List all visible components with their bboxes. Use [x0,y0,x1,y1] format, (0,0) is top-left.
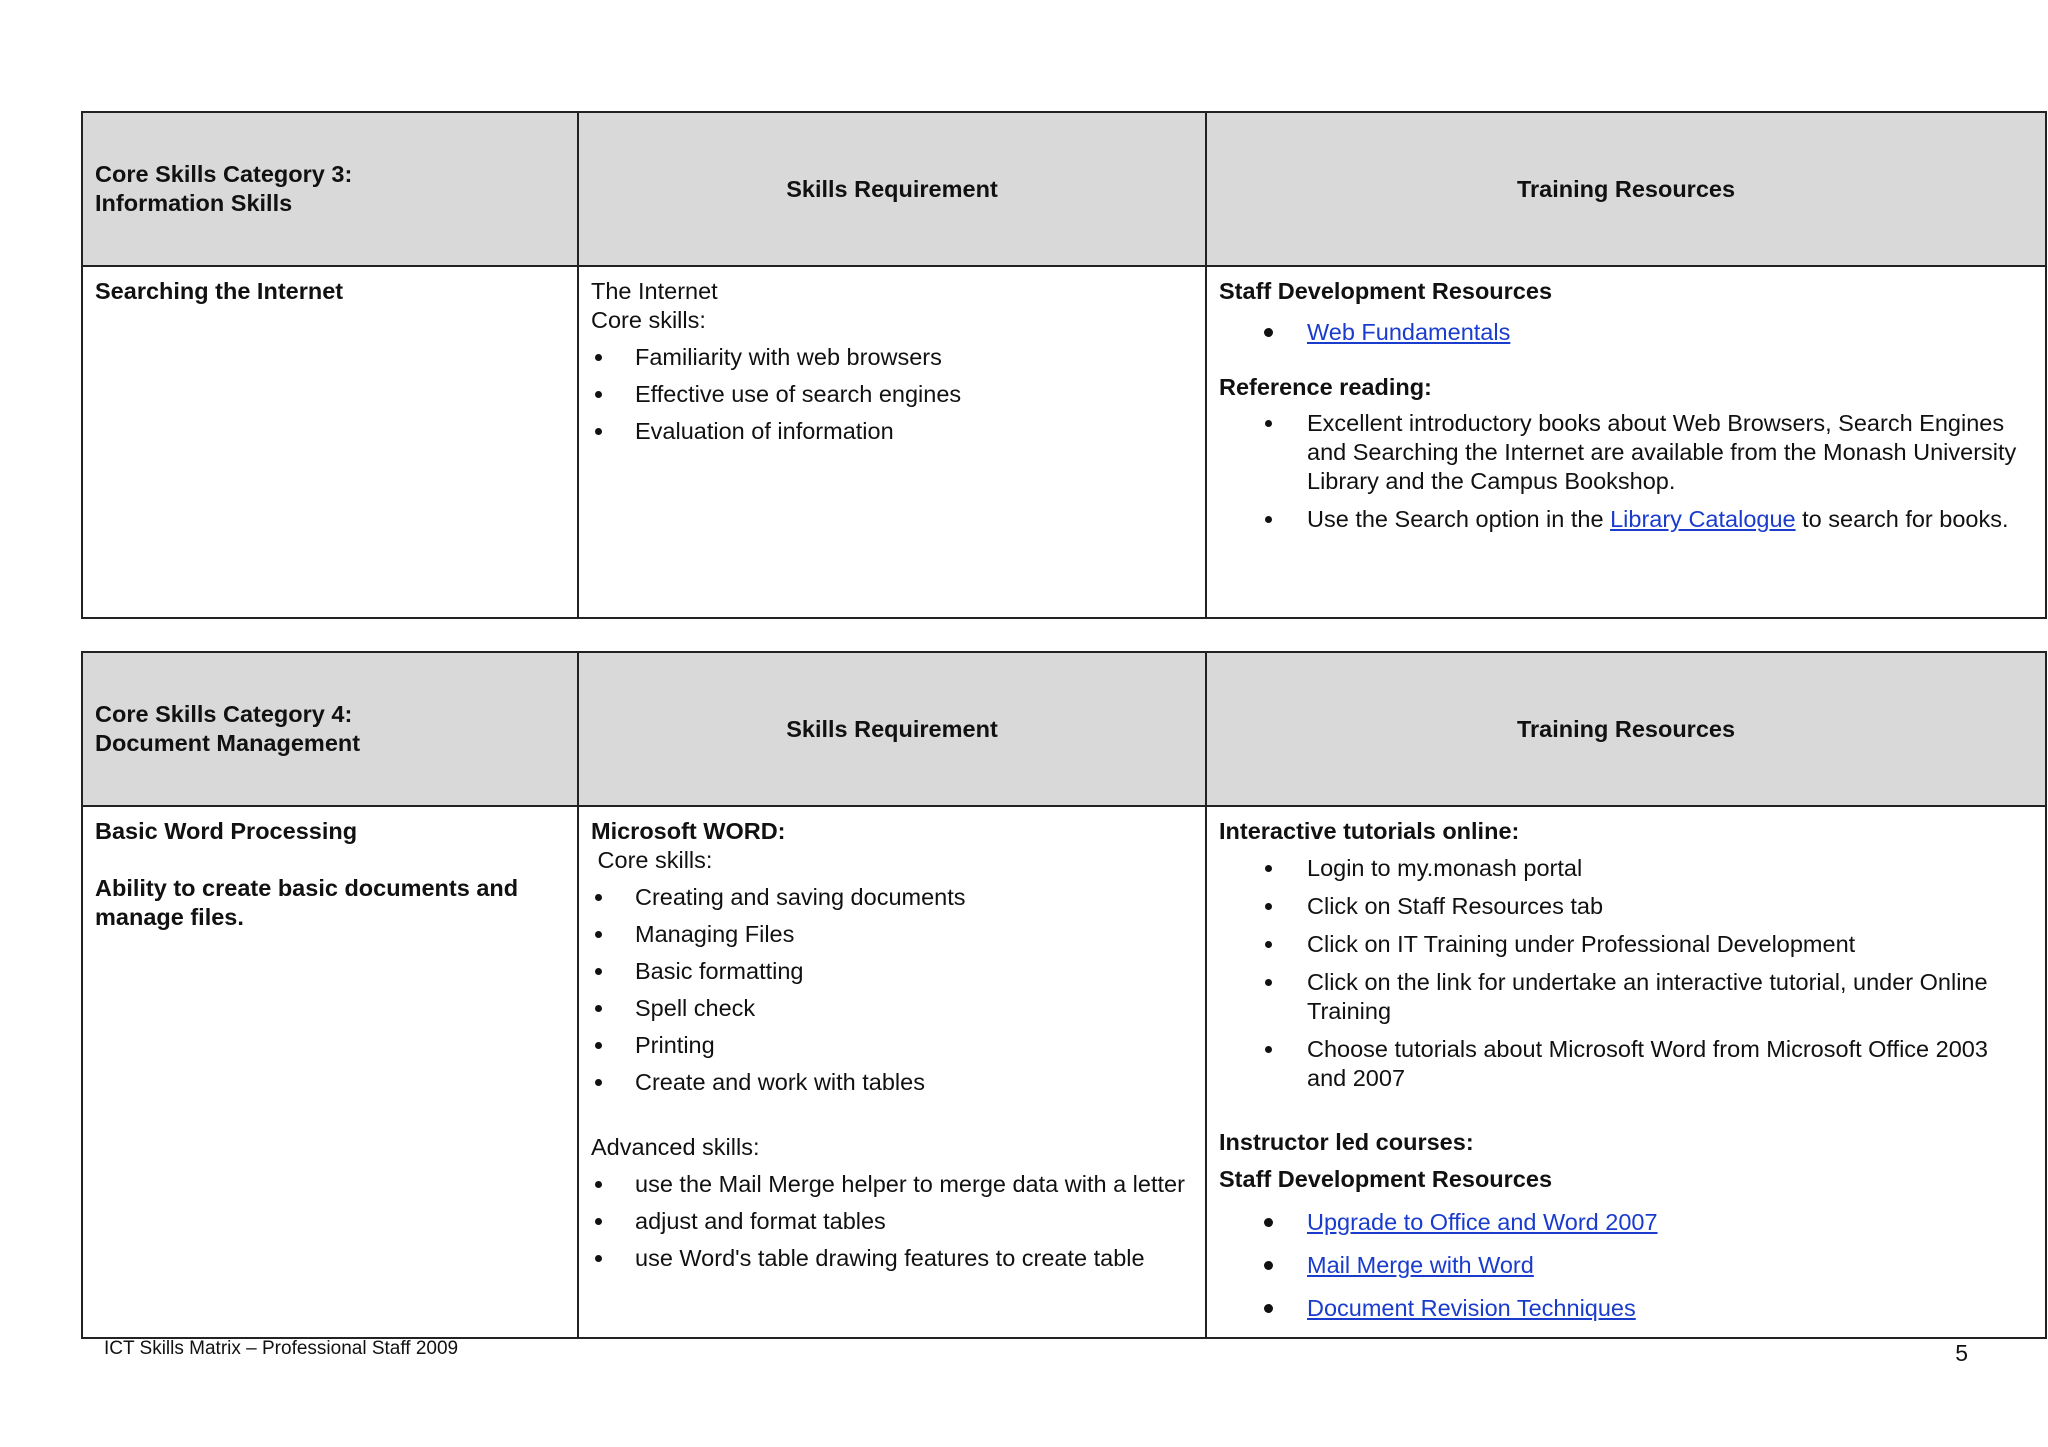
table-header-row [82,112,2046,266]
category-name: Document Management [95,730,361,756]
staff-development-links [1219,1208,2033,1323]
list-item: Click on the link for undertake an interactive tutorial, under Online Training [1219,968,2033,1026]
requirement-cell [578,806,1206,1338]
ref-text-end: to search for books. [1795,506,2009,532]
list-item: Excellent introductory books about Web Browsers, Search Engines and Searching the Internet are available from the Monash University Library and the Campus Bookshop. [1219,409,2033,496]
list-item [1219,1251,2033,1280]
tutorial-steps-list [1219,854,2033,1093]
page-number: 5 [1955,1340,1968,1366]
list-item: Managing Files [591,920,1193,949]
skill-name: Basic Word Processing [95,818,358,844]
list-item: use Word's table drawing features to create table [591,1244,1193,1273]
category-title: Core Skills Category 3: [95,161,353,188]
requirement-title: Microsoft WORD: [591,818,786,844]
staff-development-heading: Staff Development Resources [1219,1166,1553,1192]
reference-reading-heading: Reference reading: [1219,374,1432,400]
interactive-tutorials-heading: Interactive tutorials online: [1219,818,1520,844]
advanced-skills-label: Advanced skills: [591,1134,760,1160]
web-fundamentals-link[interactable]: Web Fundamentals [1307,319,1511,345]
core-skills-label: Core skills: [591,847,713,873]
requirement-cell [578,266,1206,618]
list-item: Evaluation of information [591,417,1193,446]
list-item [1219,1208,2033,1237]
list-item: Click on Staff Resources tab [1219,892,2033,921]
list-item: Printing [591,1031,1193,1060]
list-item: use the Mail Merge helper to merge data with a letter [591,1170,1193,1199]
resources-cell [1206,266,2046,618]
core-skills-list [591,883,1193,1097]
skills-requirement-header: Skills Requirement [578,112,1206,266]
table-row [82,266,2046,618]
training-resources-header: Training Resources [1206,112,2046,266]
list-item: Login to my.monash portal [1219,854,2033,883]
core-skills-list [591,343,1193,446]
list-item: Familiarity with web browsers [591,343,1193,372]
table-row [82,806,2046,1338]
skills-table-category-3 [81,111,2047,619]
category-name: Information Skills [95,190,293,216]
footer-document-title: ICT Skills Matrix – Professional Staff 2009 [104,1338,459,1359]
resources-cell [1206,806,2046,1338]
requirement-title: The Internet [591,278,718,304]
training-resources-header: Training Resources [1206,652,2046,806]
category-header-cell [82,112,578,266]
library-catalogue-link[interactable]: Library Catalogue [1610,506,1796,532]
mail-merge-link[interactable]: Mail Merge with Word [1307,1252,1534,1278]
staff-development-links [1219,318,2033,347]
document-revision-link[interactable]: Document Revision Techniques [1307,1295,1636,1321]
upgrade-office-word-link[interactable]: Upgrade to Office and Word 2007 [1307,1209,1658,1235]
list-item [1219,1294,2033,1323]
skills-requirement-header: Skills Requirement [578,652,1206,806]
table-header-row [82,652,2046,806]
list-item: Basic formatting [591,957,1193,986]
list-item: adjust and format tables [591,1207,1193,1236]
category-title: Core Skills Category 4: [95,701,353,728]
list-item: Click on IT Training under Professional Development [1219,930,2033,959]
list-item: Choose tutorials about Microsoft Word from Microsoft Office 2003 and 2007 [1219,1035,2033,1093]
skill-cell [82,266,578,618]
list-item [1219,318,2033,347]
core-skills-label: Core skills: [591,307,706,333]
list-item: Effective use of search engines [591,380,1193,409]
reference-list [1219,409,2033,534]
list-item: Create and work with tables [591,1068,1193,1097]
skills-table-category-4 [81,651,2047,1339]
list-item: Spell check [591,994,1193,1023]
list-item [1219,505,2033,534]
list-item: Creating and saving documents [591,883,1193,912]
skill-name: Searching the Internet [95,278,344,304]
instructor-led-heading: Instructor led courses: [1219,1129,1474,1155]
category-header-cell [82,652,578,806]
skill-description: Ability to create basic documents and manage files. [95,875,519,930]
advanced-skills-list [591,1170,1193,1273]
ref-text-start: Use the Search option in the [1307,506,1611,532]
staff-development-heading: Staff Development Resources [1219,278,1553,304]
skill-cell [82,806,578,1338]
